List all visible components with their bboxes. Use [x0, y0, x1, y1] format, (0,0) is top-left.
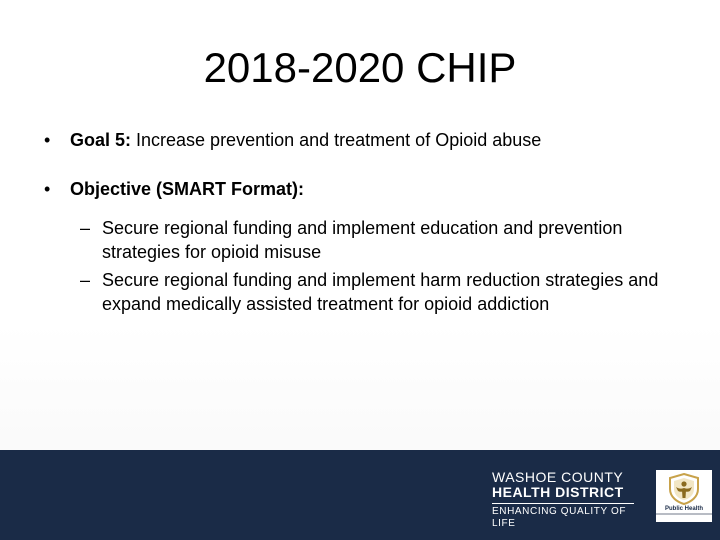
sub-item-marker: –	[80, 270, 91, 290]
sub-item-text: Secure regional funding and implement harm reduction strategies and expand medically assisted treatment for opioid addiction	[102, 270, 659, 314]
slide-title: 2018-2020 CHIP	[203, 44, 517, 91]
sub-item-text: Secure regional funding and implement education and prevention strategies for opioid misuse	[102, 218, 623, 262]
public-health-shield-icon	[667, 473, 701, 505]
badge-underline	[656, 513, 712, 515]
bullet-text	[70, 128, 670, 152]
bullet-body: Increase prevention and treatment of Opioid abuse	[131, 130, 542, 150]
badge-text: Public Health	[664, 506, 703, 512]
bullet-text	[70, 177, 670, 201]
bullet-label: Objective (SMART Format):	[70, 179, 305, 199]
bullet-marker: •	[44, 130, 51, 150]
org-line-1: WASHOE COUNTY	[492, 469, 624, 485]
footer-band	[0, 450, 720, 540]
org-tagline: ENHANCING QUALITY OF LIFE	[492, 506, 627, 529]
logo-divider	[492, 503, 634, 504]
bullet-marker: •	[44, 179, 51, 199]
sub-item-marker: –	[80, 218, 91, 238]
bullet-label: Goal 5:	[70, 130, 132, 150]
washoe-county-logo	[492, 470, 642, 530]
public-health-badge	[656, 470, 712, 522]
org-line-2: HEALTH DISTRICT	[492, 484, 624, 500]
